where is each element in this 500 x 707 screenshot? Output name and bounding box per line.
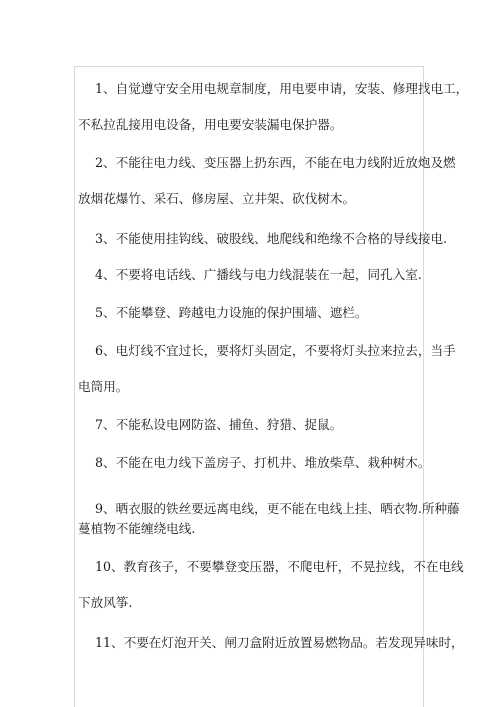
paragraph-line: 1、自觉遵守安全用电规章制度，用电要申请，安装、修理找电工， xyxy=(95,81,469,96)
document-page xyxy=(74,66,469,707)
paragraph-line: 5、不能攀登、跨越电力设施的保护围墙、遮栏。 xyxy=(95,305,368,320)
paragraph-line: 3、不能使用挂钩线、破股线、地爬线和绝缘不合格的导线接电. xyxy=(95,231,448,246)
paragraph-line: 不私拉乱接用电设备，用电要安装漏电保护器。 xyxy=(78,117,343,132)
paragraph-line: 10、教育孩子，不要攀登变压器，不爬电杆，不晃拉线，不在电线 xyxy=(95,559,464,574)
paragraph-line: 7、不能私设电网防盗、捕鱼、狩猎、捉鼠。 xyxy=(95,417,343,432)
paragraph-line: 蔓植物不能缠绕电线. xyxy=(78,521,196,536)
paragraph-line: 电筒用。 xyxy=(78,379,129,394)
paragraph-line: 11、不要在灯泡开关、闸刀盒附近放置易燃物品。若发现异味时， xyxy=(95,635,464,650)
paragraph-line: 9、晒衣服的铁丝要远离电线，更不能在电线上挂、晒衣物.所种藤 xyxy=(95,501,460,516)
paragraph-line: 8、不能在电力线下盖房子、打机井、堆放柴草、栽种树木。 xyxy=(95,455,431,470)
paragraph-line: 放烟花爆竹、采石、修房屋、立井架、砍伐树木。 xyxy=(78,191,356,206)
paragraph-line: 2、不能往电力线、变压器上扔东西，不能在电力线附近放炮及燃 xyxy=(95,155,456,170)
paragraph-line: 4、不要将电话线、广播线与电力线混装在一起，同孔入室. xyxy=(95,267,422,282)
paragraph-line: 下放风筝. xyxy=(78,595,133,610)
paragraph-line: 6、电灯线不宜过长，要将灯头固定，不要将灯头拉来拉去，当手 xyxy=(95,343,456,358)
